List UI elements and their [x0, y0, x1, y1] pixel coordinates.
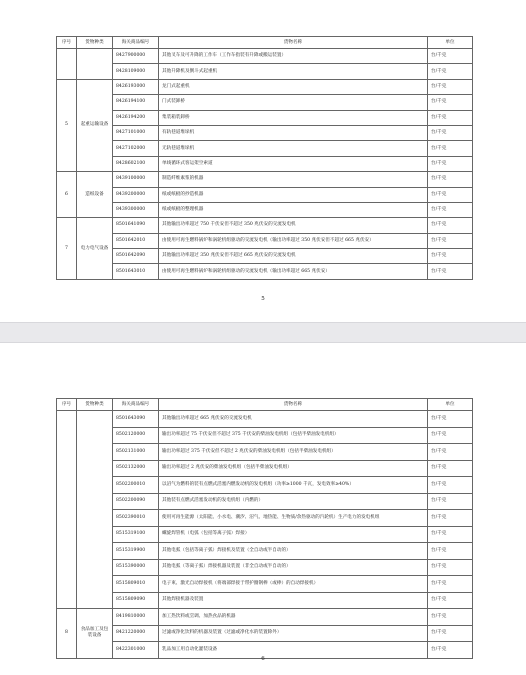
goods-name-cell: 单线循环式客运架空索道	[159, 156, 428, 171]
hs-code-cell: 8502200010	[113, 477, 159, 494]
unit-cell: 台/千克	[428, 460, 473, 477]
goods-name-cell: 其他装有点燃式活塞发动机的发电机组（内燃的）	[159, 493, 428, 510]
table-row	[57, 411, 473, 428]
header-unit: 单位	[428, 399, 473, 411]
goods-name-cell: 龙门式起重机	[159, 79, 428, 94]
hs-code-cell: 8502120000	[113, 427, 159, 444]
category-cell	[77, 49, 113, 80]
hs-code-cell: 8515390000	[113, 559, 159, 576]
table-row	[57, 477, 473, 494]
table-row	[57, 141, 473, 156]
goods-name-cell: 其他输出功率超过 750 千伏安但不超过 350 兆伏安的交流发电机	[159, 218, 428, 233]
hs-code-cell: 8427900000	[113, 49, 159, 64]
goods-name-cell: 使用可再生能源（太阳能、小水电、潮汐、沼气、地热能、生物质/余热驱动的汽轮机）生产电力的发电机组	[159, 510, 428, 527]
hs-code-cell: 8501642010	[113, 233, 159, 248]
unit-cell: 台/千克	[428, 172, 473, 187]
hs-code-cell: 8502131000	[113, 444, 159, 461]
unit-cell: 台/千克	[428, 141, 473, 156]
page-number: 5	[261, 296, 265, 302]
table-row	[57, 543, 473, 560]
hs-code-cell: 8502390010	[113, 510, 159, 527]
unit-cell: 台/千克	[428, 249, 473, 264]
table-header-row	[57, 37, 473, 49]
unit-cell: 台/千克	[428, 559, 473, 576]
unit-cell: 台/千克	[428, 95, 473, 110]
unit-cell: 台/千克	[428, 543, 473, 560]
table-row	[57, 172, 473, 187]
header-seq: 序号	[57, 399, 77, 411]
unit-cell: 台/千克	[428, 477, 473, 494]
page-number: 6	[261, 656, 265, 662]
hs-code-cell: 8426193000	[113, 79, 159, 94]
table-row	[57, 218, 473, 233]
goods-name-cell: 有轨巷道堆垛机	[159, 125, 428, 140]
hs-code-cell: 8515319100	[113, 526, 159, 543]
table-row	[57, 592, 473, 609]
unit-cell: 台/千克	[428, 79, 473, 94]
table-row	[57, 110, 473, 125]
goods-name-cell: 由使用可再生燃料锅炉和涡轮机组驱动的交流发电机（输出功率超过 665 兆伏安）	[159, 264, 428, 279]
page-5	[0, 0, 526, 322]
goods-name-cell: 纸或纸板的整理机器	[159, 202, 428, 217]
goods-name-cell: 输出功率超过 2 兆伏安的柴油发电机组（包括半柴油发电机组）	[159, 460, 428, 477]
table-row	[57, 187, 473, 202]
goods-name-cell: 其他焊接机器及装置	[159, 592, 428, 609]
unit-cell: 台/千克	[428, 64, 473, 79]
hs-code-cell: 8427102000	[113, 141, 159, 156]
hs-code-cell: 8502200090	[113, 493, 159, 510]
table-row	[57, 233, 473, 248]
unit-cell: 台/千克	[428, 218, 473, 233]
header-category: 货物种类	[77, 399, 113, 411]
table-row	[57, 125, 473, 140]
header-category: 货物种类	[77, 37, 113, 49]
header-hs-code: 海关商品编号	[113, 399, 159, 411]
goods-name-cell: 其他输出功率超过 350 兆伏安但不超过 665 兆伏安的交流发电机	[159, 249, 428, 264]
table-row	[57, 510, 473, 527]
hs-code-cell: 8428109000	[113, 64, 159, 79]
unit-cell: 台/千克	[428, 427, 473, 444]
unit-cell: 台/千克	[428, 49, 473, 64]
table-row	[57, 493, 473, 510]
goods-name-cell: 门式装卸桥	[159, 95, 428, 110]
goods-name-cell: 集装箱装卸桥	[159, 110, 428, 125]
unit-cell: 台/千克	[428, 125, 473, 140]
hs-code-cell: 8439200000	[113, 187, 159, 202]
table-row	[57, 460, 473, 477]
goods-table-page-6	[56, 398, 473, 659]
page-6	[0, 343, 526, 675]
category-cell: 造纸设备	[77, 172, 113, 218]
goods-name-cell: 输出功率超过 75 千伏安但不超过 375 千伏安的柴油发电机组（包括半柴油发电机组）	[159, 427, 428, 444]
goods-name-cell: 其他输出功率超过 665 兆伏安的交流发电机	[159, 411, 428, 428]
table-row	[57, 79, 473, 94]
table-row	[57, 264, 473, 279]
unit-cell: 台/千克	[428, 493, 473, 510]
table-row	[57, 444, 473, 461]
hs-code-cell: 8426194100	[113, 95, 159, 110]
seq-cell	[57, 49, 77, 80]
header-goods-name: 货物名称	[159, 399, 428, 411]
hs-code-cell: 8515809090	[113, 592, 159, 609]
table-row	[57, 156, 473, 171]
goods-name-cell: 加工热饮料或烹调、加热食品的机器	[159, 609, 428, 626]
unit-cell: 台/千克	[428, 187, 473, 202]
table-row	[57, 49, 473, 64]
hs-code-cell: 8515319900	[113, 543, 159, 560]
goods-name-cell: 制造纤维素浆的机器	[159, 172, 428, 187]
goods-name-cell: 乳品加工用自动化灌装设备	[159, 642, 428, 659]
hs-code-cell: 8502132000	[113, 460, 159, 477]
unit-cell: 台/千克	[428, 592, 473, 609]
table-header-row	[57, 399, 473, 411]
table-row	[57, 202, 473, 217]
hs-code-cell: 8501642090	[113, 249, 159, 264]
hs-code-cell: 8428602100	[113, 156, 159, 171]
unit-cell: 台/千克	[428, 642, 473, 659]
category-cell: 起重运输设备	[77, 79, 113, 171]
goods-name-cell: 无轨巷道堆垛机	[159, 141, 428, 156]
hs-code-cell: 8422301000	[113, 642, 159, 659]
unit-cell: 台/千克	[428, 411, 473, 428]
table-row	[57, 625, 473, 642]
unit-cell: 台/千克	[428, 110, 473, 125]
goods-name-cell: 电子束、激光自动焊接机（将端部焊接于带护圈钢棒（或棒）的自动焊接机）	[159, 576, 428, 593]
table-row	[57, 559, 473, 576]
header-goods-name: 货物名称	[159, 37, 428, 49]
table-row	[57, 64, 473, 79]
goods-name-cell: 过滤或净化饮料的机器及装置（过滤或净化水的装置除外）	[159, 625, 428, 642]
header-unit: 单位	[428, 37, 473, 49]
seq-cell: 6	[57, 172, 77, 218]
header-seq: 序号	[57, 37, 77, 49]
goods-name-cell: 螺旋焊管机（电弧（包括等离子弧）焊接）	[159, 526, 428, 543]
table-row	[57, 95, 473, 110]
hs-code-cell: 8426194200	[113, 110, 159, 125]
table-row	[57, 609, 473, 626]
hs-code-cell: 8439100000	[113, 172, 159, 187]
seq-cell: 5	[57, 79, 77, 171]
hs-code-cell: 8501643010	[113, 264, 159, 279]
unit-cell: 台/千克	[428, 510, 473, 527]
hs-code-cell: 8515809010	[113, 576, 159, 593]
table-row	[57, 576, 473, 593]
unit-cell: 台/千克	[428, 609, 473, 626]
hs-code-cell: 8501643090	[113, 411, 159, 428]
seq-cell: 8	[57, 609, 77, 659]
hs-code-cell: 8501641090	[113, 218, 159, 233]
unit-cell: 台/千克	[428, 156, 473, 171]
hs-code-cell: 8427101000	[113, 125, 159, 140]
unit-cell: 台/千克	[428, 202, 473, 217]
unit-cell: 台/千克	[428, 526, 473, 543]
table-row	[57, 526, 473, 543]
seq-cell: 7	[57, 218, 77, 280]
table-row	[57, 427, 473, 444]
goods-name-cell: 其他叉车及可升降的工作车（工作车指装有升降或搬运装置）	[159, 49, 428, 64]
goods-name-cell: 以沼气为燃料的装有点燃式活塞内燃发动机的发电机组（功率≥1000 千瓦，发电效率≥40%）	[159, 477, 428, 494]
page-separator	[0, 322, 526, 343]
hs-code-cell: 8439300000	[113, 202, 159, 217]
unit-cell: 台/千克	[428, 576, 473, 593]
goods-name-cell: 其他升降机及倒斗式起重机	[159, 64, 428, 79]
goods-name-cell: 其他电弧（包括等离子弧）焊接机及装置（全自动或半自动的）	[159, 543, 428, 560]
header-hs-code: 海关商品编号	[113, 37, 159, 49]
hs-code-cell: 8419810000	[113, 609, 159, 626]
unit-cell: 台/千克	[428, 444, 473, 461]
hs-code-cell: 8421220000	[113, 625, 159, 642]
category-cell	[77, 411, 113, 609]
category-cell: 食品加工及包装设备	[77, 609, 113, 659]
goods-name-cell: 由使用可再生燃料锅炉和涡轮机组驱动的交流发电机（输出功率超过 350 兆伏安但不超过 665 兆伏安）	[159, 233, 428, 248]
unit-cell: 台/千克	[428, 233, 473, 248]
unit-cell: 台/千克	[428, 264, 473, 279]
goods-table-page-5	[56, 36, 473, 280]
table-row	[57, 249, 473, 264]
goods-name-cell: 其他电弧（等离子弧）焊接机器及装置（非全自动或半自动的）	[159, 559, 428, 576]
unit-cell: 台/千克	[428, 625, 473, 642]
goods-name-cell: 输出功率超过 375 千伏安但不超过 2 兆伏安的柴油发电机组（包括半柴油发电机组）	[159, 444, 428, 461]
goods-name-cell: 纸或纸板的抄造机器	[159, 187, 428, 202]
category-cell: 电力电气设备	[77, 218, 113, 280]
seq-cell	[57, 411, 77, 609]
